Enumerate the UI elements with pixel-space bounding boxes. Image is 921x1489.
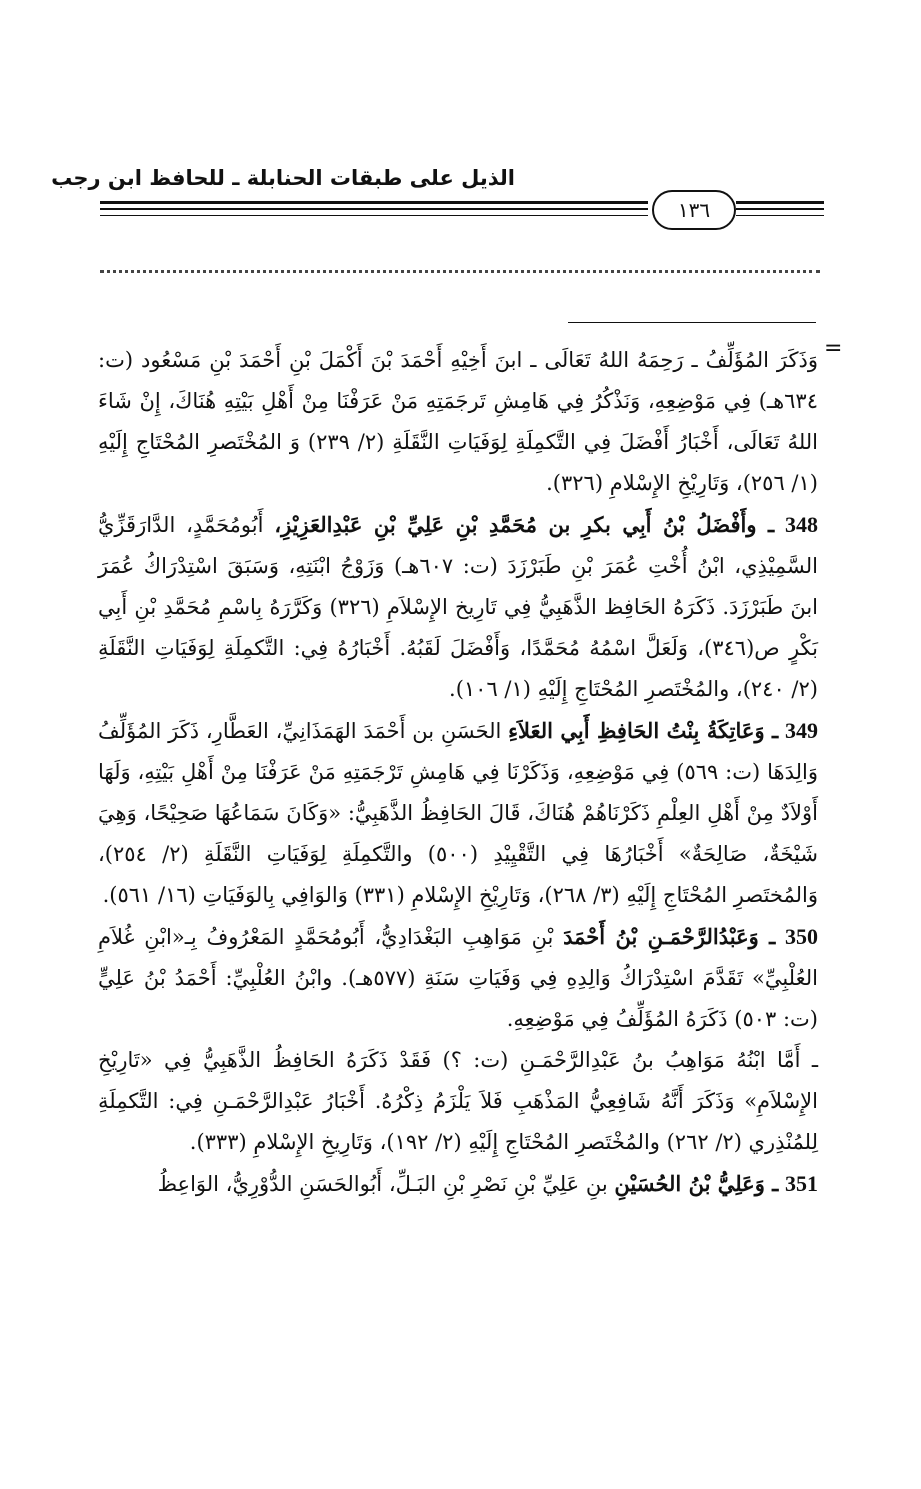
dotted-separator: [100, 270, 820, 273]
header-rule: [736, 201, 824, 204]
header-rule: [100, 208, 648, 210]
entry-name: ـ وأَفْضَلُ بْنُ أَبِي بكرِ بن مُحَمَّدِ بْنِ عَلِيِّ بْنِ عَبْدِالعَزِيْزِ،: [274, 512, 775, 537]
entry-349: [98, 710, 818, 916]
entry-number: 351: [785, 1171, 818, 1196]
sub-paragraph: ـ أَمَّا ابْنُهُ مَوَاهِبُ بنُ عَبْدِالرَّحْمَـنِ (ت: ؟) فَقَدْ ذَكَرَهُ الحَافِظُ الذَّهَبِيُّ فِي «تَارِيْخِ الإِسْلاَمِ» وَذَكَرَ أَنَّهُ شَافِعِيُّ المَذْهَبِ فَلاَ يَلْزَمُ ذِكْرُهُ. أَخْبَارُ عَبْدِالرَّحْمَـنِ فِي: التَّكمِلَةِ لِلمُنْذِري (٢/ ٢٦٢) والمُخْتَصرِ المُحْتَاجِ إِلَيْهِ (٢/ ١٩٢)، وَتَارِيخِ الإِسْلامِ (٣٣٣).: [98, 1048, 818, 1154]
entry-number: 349: [785, 718, 818, 743]
entry-348: [98, 504, 818, 710]
entry-name: ـ وَعَبْدُالرَّحْمَـنِ بْنُ أَحْمَدَ: [563, 924, 776, 949]
entry-name: ـ وَعَاتِكَةُ بِنْتُ الحَافِظِ أَبِي العَلاَءِ: [508, 718, 779, 743]
header-rule: [736, 208, 824, 210]
entry-number: 348: [785, 512, 818, 537]
footnote-rule: [568, 322, 816, 323]
entry-text: بْنِ مَوَاهِبِ البَغْدَادِيُّ، أَبُومُحَمَّدٍ المَعْرُوفُ بِـ«ابْنِ غُلاَمِ العُلْبِيِّ» تَقَدَّمَ اسْتِدْرَاكُ وَالِدِهِ فِي وَفَيَاتِ سَنَةِ (٥٧٧هـ). وابْنُ العُلْبِيِّ: أَحْمَدُ بْنُ عَلِيٍّ (ت: ٥٠٣) ذَكَرَهُ المُؤَلِّفُ فِي مَوْضِعِهِ.: [98, 925, 818, 1031]
header-rule: [100, 201, 648, 204]
entry-350: [98, 916, 818, 1040]
running-title: الذيل على طبقات الحنابلة ـ للحافظ ابن رجب: [51, 166, 515, 190]
header-rule: [100, 215, 648, 216]
footnote-body: [98, 340, 818, 1205]
page-number: ١٣٦: [652, 190, 736, 230]
entry-351: [98, 1163, 818, 1205]
entry-name: ـ وَعَلِيُّ بْنُ الحُسَيْنِ: [614, 1171, 779, 1196]
entry-text: أَبُومُحَمَّدٍ، الدَّارَقَزِّيُّ السَّمِيْذِي، ابْنُ أُخْتِ عُمَرَ بْنِ طَبَرْزَدَ (ت: ٦٠٧هـ) وَزَوْجُ ابْنَتِهِ، وَسَبَقَ اسْتِدْرَاكُ عُمَرَ ابنَ طَبَرْزَدَ. ذَكَرَهُ الحَافِظ الذَّهَبِيُّ فِي تَارِيخ الإِسْلاَمِ (٣٢٦) وَكَرَّرَهُ بِاسْمِ مُحَمَّدِ بْنِ أَبِي بَكْرٍ ص(٣٤٦)، وَلَعَلَّ اسْمُهُ مُحَمَّدًا، وَأَفْضَلَ لَقَبُهُ. أَخْبَارُهُ فِي: التَّكمِلَةِ لِوَفَيَاتِ النَّقَلَةِ (٢/ ٢٤٠)، والمُخْتَصرِ المُحْتَاجِ إِلَيْهِ (١/ ١٠٦).: [98, 513, 818, 701]
entry-number: 350: [784, 924, 818, 949]
entry-text: الحَسَنِ بن أَحْمَدَ الهَمَذَانِيِّ، العَطَّارِ، ذَكَرَ المُؤَلِّفُ وَالِدَهَا (ت: ٥٦٩) فِي مَوْضِعِهِ، وَذَكَرْنَا فِي هَامِشِ تَرْجَمَتِهِ مَنْ عَرَفْنَا مِنْ أَهْلِ بَيْتِهِ، وَلَهَا أَوْلاَدٌ مِنْ أَهْلِ العِلْمِ ذَكَرْنَاهُمْ هُنَاكَ، قَالَ الحَافِظُ الذَّهَبِيُّ: «وَكَانَ سَمَاعُهَا صَحِيْحًا، وَهِيَ شَيْخَةٌ، صَالِحَةٌ» أَخْبَارُهَا فِي التَّقْيِيْدِ (٥٠٠) والتَّكمِلَةِ لِوَفَيَاتِ النَّقَلَةِ (٢/ ٢٥٤)، وَالمُختَصرِ المُحْتَاجِ إِلَيْهِ (٣/ ٢٦٨)، وَتَارِيْخِ الإِسْلامِ (٣٣١) وَالوَافِي بِالوَفَيَاتِ (١٦/ ٥٦١).: [98, 719, 818, 907]
footnote-paragraph: وَذَكَرَ المُؤَلِّفُ ـ رَحِمَهُ اللهُ تَعَالَى ـ ابنَ أَخِيْهِ أَحْمَدَ بْنَ أَكْمَلَ بْنِ أَحْمَدَ بْنِ مَسْعُود (ت: ٦٣٤هـ) فِي مَوْضِعِهِ، وَنَذْكُرُ فِي هَامِشِ تَرجَمَتِهِ مَنْ عَرَفْنَا مِنْ أَهْلِ بَيْتِهِ هُنَاكَ، إِنْ شَاءَ اللهُ تَعَالَى، أَخْبَارُ أَفْضَلَ فِي التَّكمِلَةِ لِوَفَيَاتِ النَّقَلَةِ (٢/ ٢٣٩) وَ المُخْتَصرِ المُحْتَاجِ إِلَيْهِ (١/ ٢٥٦)، وَتَارِيْخِ الإِسْلامِ (٣٢٦).: [98, 348, 818, 495]
header-rule: [736, 215, 824, 216]
continuation-mark: =: [824, 336, 843, 361]
entry-text: بنِ عَلِيِّ بْنِ نَصْرِ بْنِ البَـلِّ، أَبُوالحَسَنِ الدُّوْرِيُّ، الوَاعِظُ: [157, 1172, 608, 1196]
